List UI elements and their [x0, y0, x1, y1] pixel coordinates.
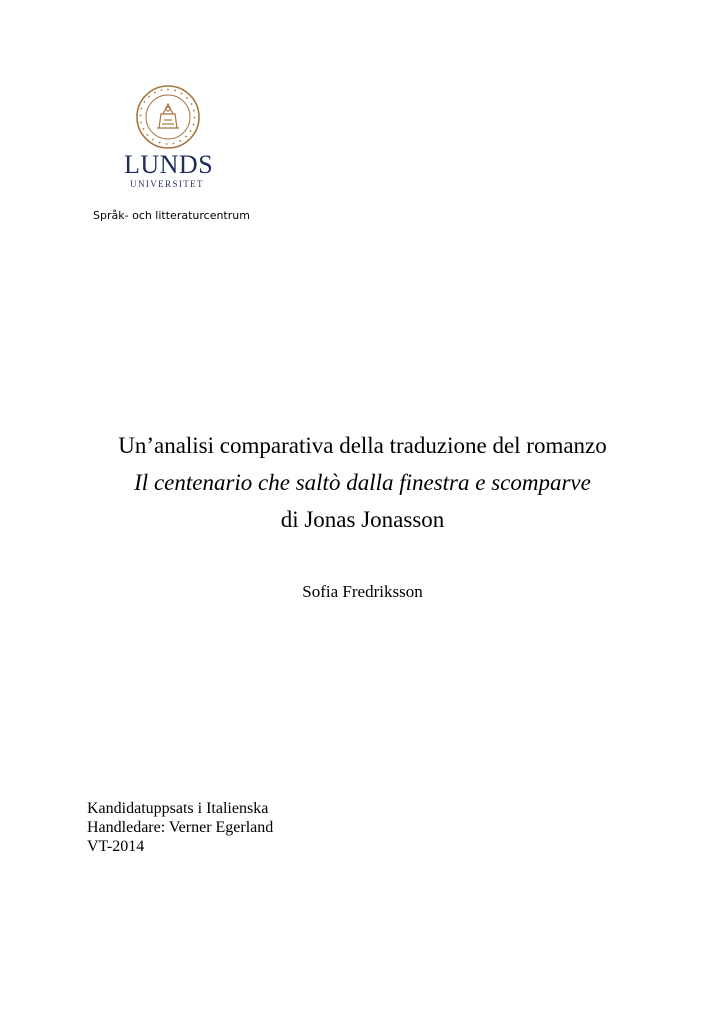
thesis-meta [87, 799, 273, 856]
university-subname: UNIVERSITET [130, 179, 204, 189]
university-logo [124, 84, 214, 190]
university-name: LUNDS [124, 150, 214, 179]
university-wordmark [124, 150, 214, 189]
term: VT-2014 [87, 838, 145, 855]
supervisor: Handledare: Verner Egerland [87, 819, 274, 836]
university-seal-icon [135, 84, 201, 150]
title-line-1: Un’analisi comparativa della traduzione del romanzo [118, 433, 607, 458]
thesis-title [0, 427, 725, 538]
title-line-2: Il centenario che saltò dalla finestra e scomparve [134, 470, 591, 495]
thesis-type: Kandidatuppsats i Italienska [87, 800, 269, 817]
title-line-3: di Jonas Jonasson [280, 507, 445, 532]
author-name: Sofia Fredriksson [302, 582, 423, 601]
department-name: Språk- och litteraturcentrum [93, 209, 250, 222]
